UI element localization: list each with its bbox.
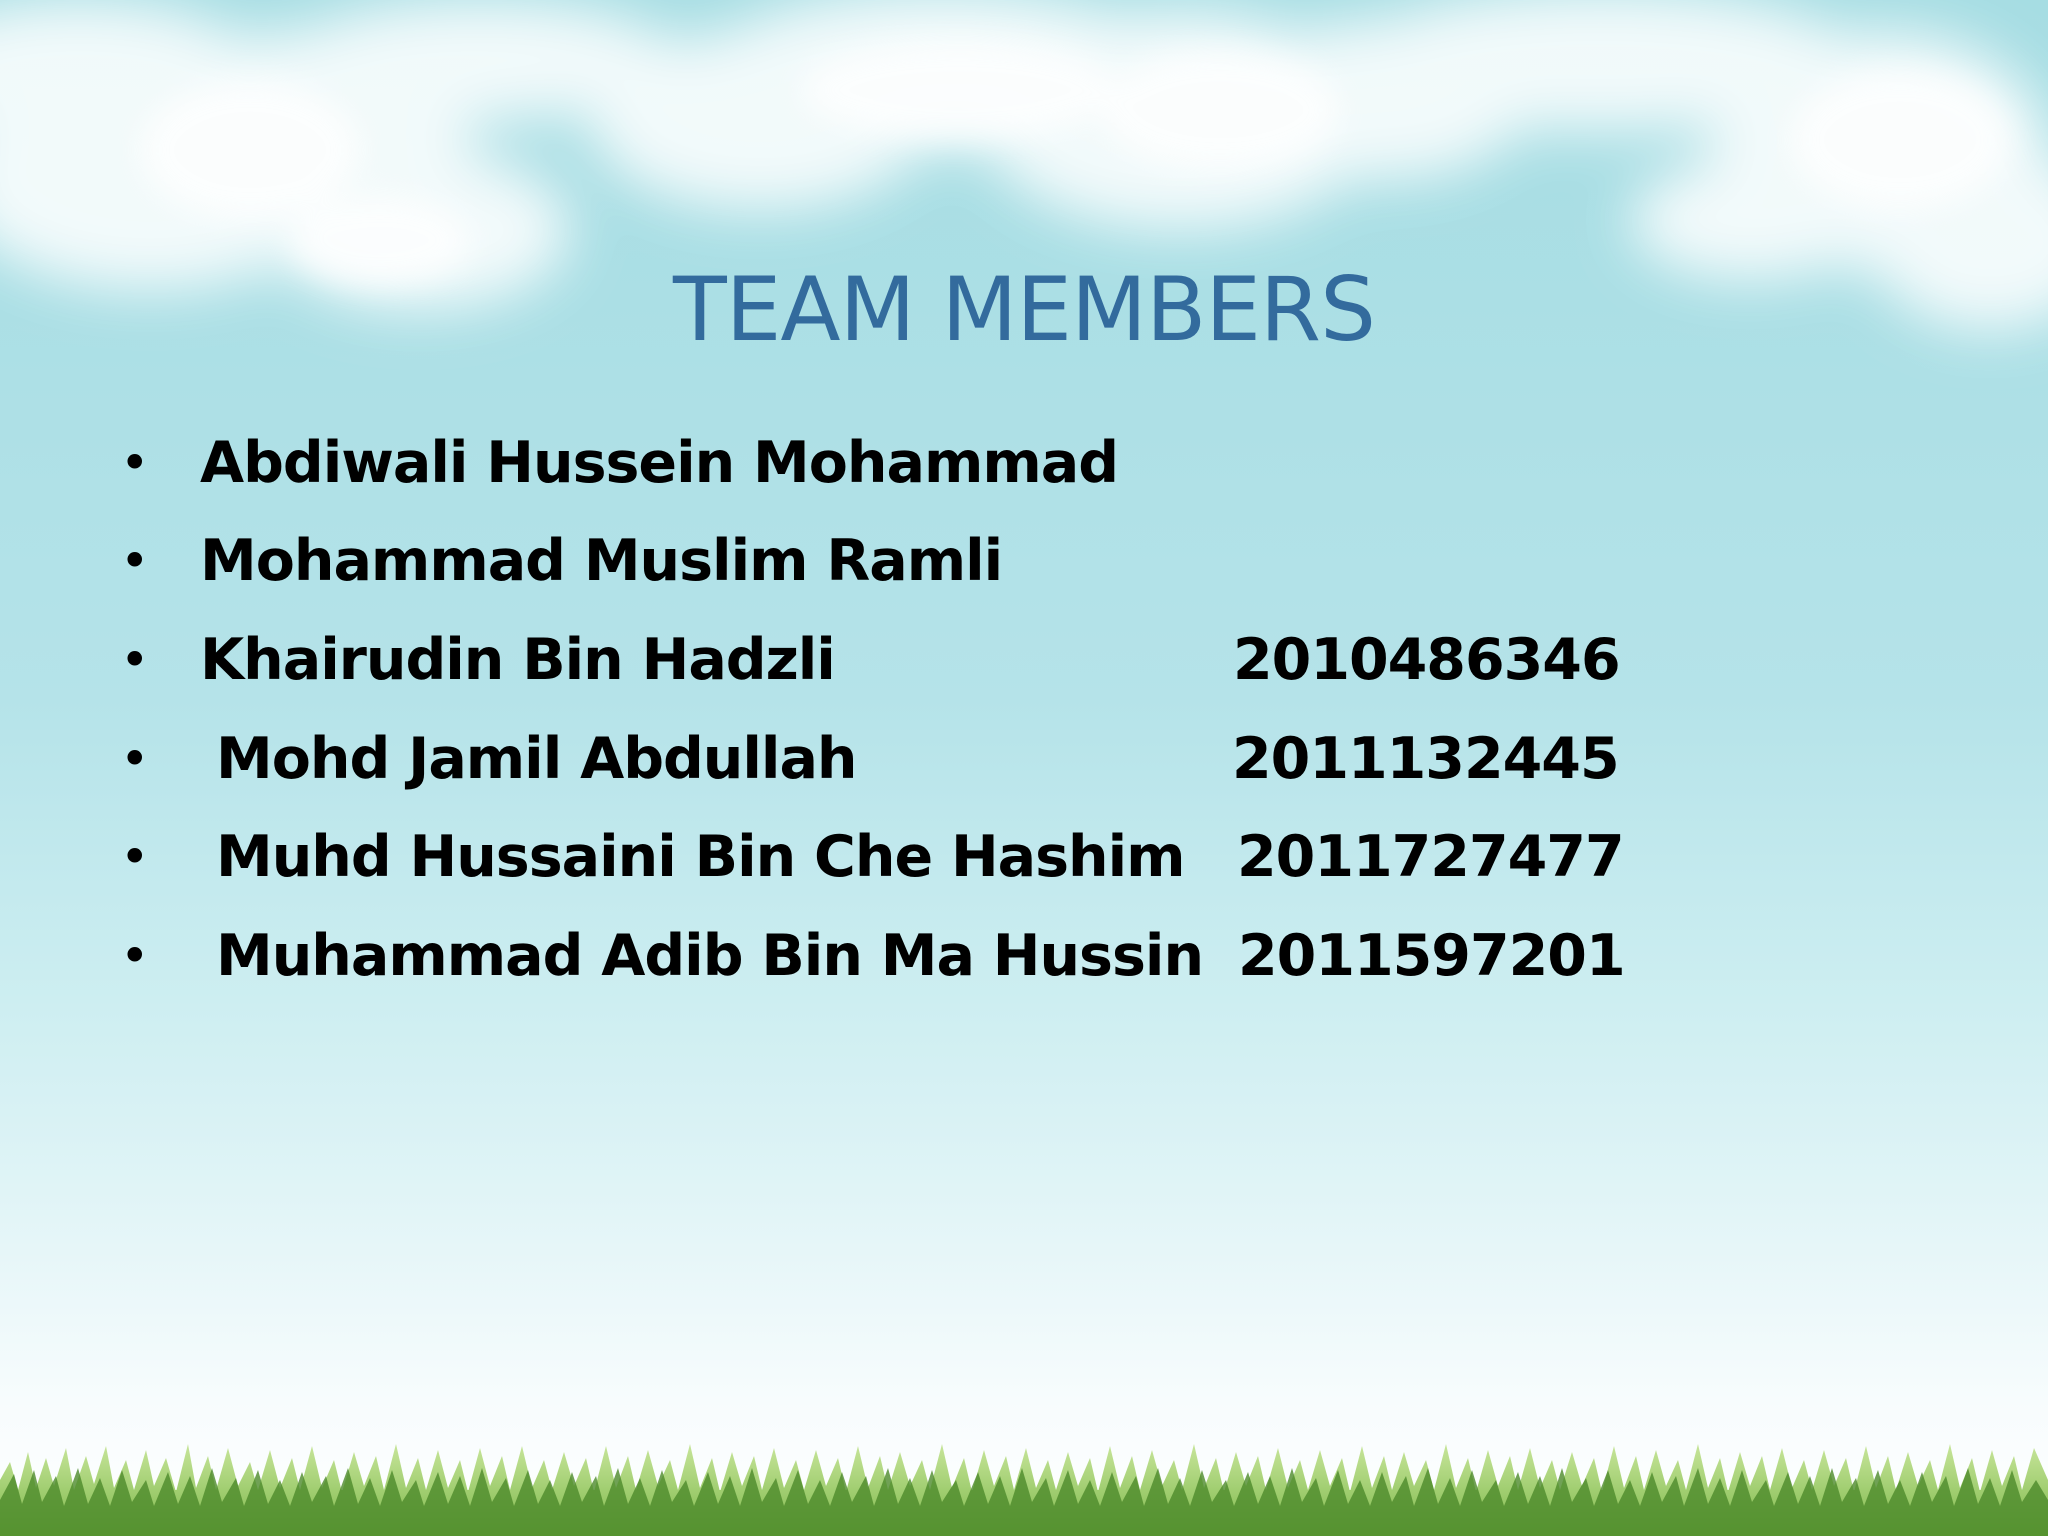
slide-title: TEAM MEMBERS (673, 258, 1375, 361)
list-item (0, 714, 2048, 804)
member-name: Khairudin Bin Hadzli (200, 627, 835, 693)
bullet-icon: • (120, 828, 150, 886)
bullet-icon: • (120, 434, 150, 492)
member-name: Abdiwali Hussein Mohammad (200, 430, 1119, 496)
member-name: Muhammad Adib Bin Ma Hussin (216, 923, 1204, 989)
list-item (0, 516, 2048, 606)
list-item (0, 911, 2048, 1001)
list-item (0, 812, 2048, 902)
list-item (0, 615, 2048, 705)
member-name: Mohammad Muslim Ramli (200, 528, 1003, 594)
bullet-icon: • (120, 532, 150, 590)
member-id: 2011727477 (1237, 824, 1624, 890)
member-id: 2010486346 (1233, 627, 1620, 693)
member-name: Mohd Jamil Abdullah (216, 726, 857, 792)
bullet-icon: • (120, 730, 150, 788)
member-id: 2011597201 (1238, 923, 1625, 989)
member-name: Muhd Hussaini Bin Che Hashim (216, 824, 1185, 890)
bullet-icon: • (120, 631, 150, 689)
list-item (0, 418, 2048, 508)
bullet-icon: • (120, 927, 150, 985)
member-id: 2011132445 (1232, 726, 1619, 792)
